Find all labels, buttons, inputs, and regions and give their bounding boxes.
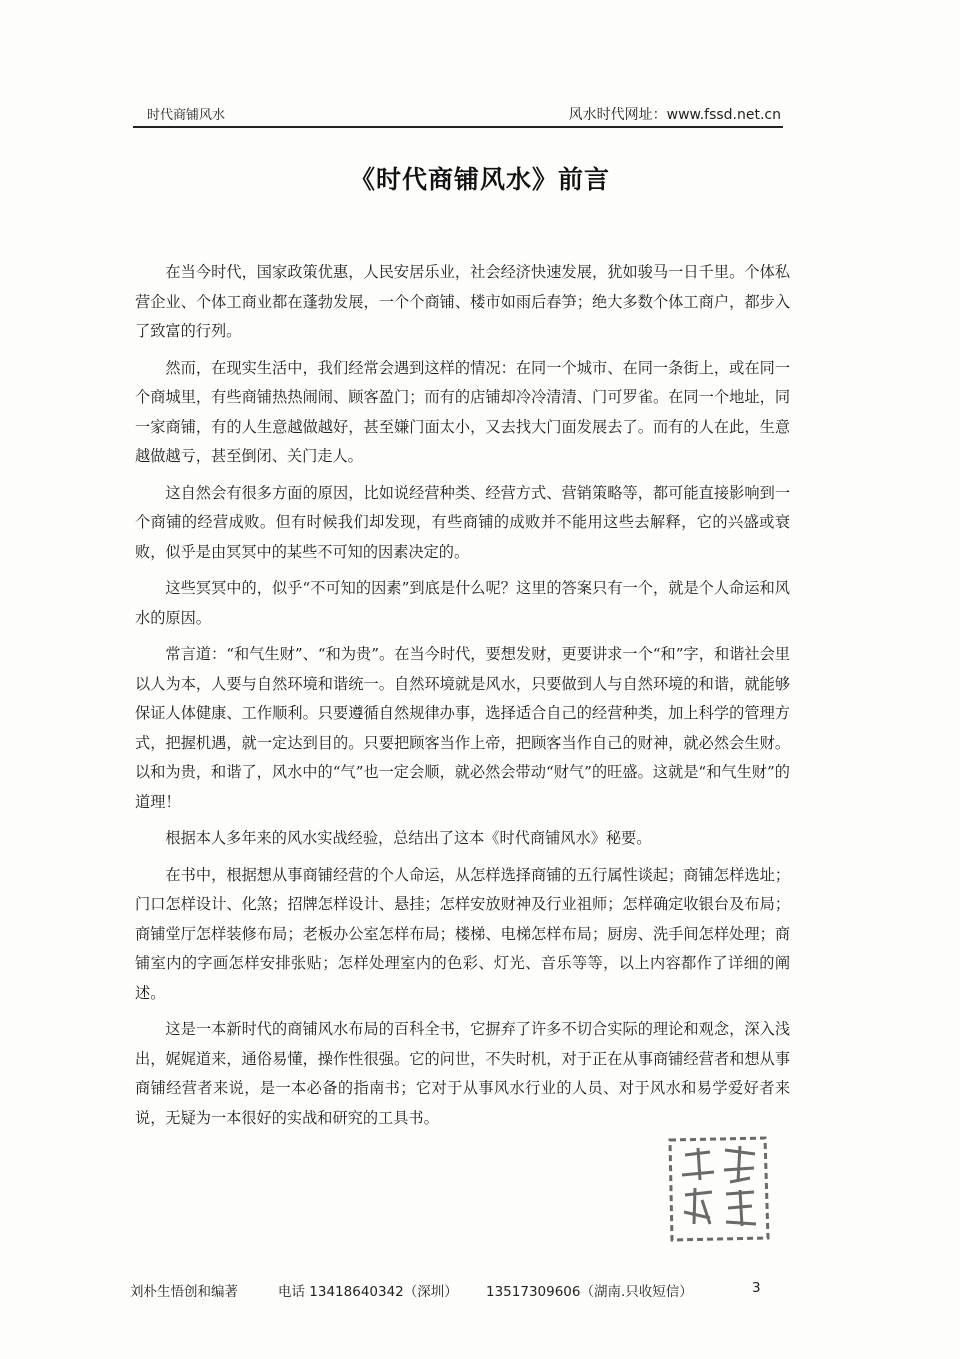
header-website: 风水时代网址：www.fssd.net.cn	[568, 107, 781, 123]
footer-phone-shenzhen: 电话 13418640342（深圳）	[278, 1284, 458, 1300]
paragraph: 这些冥冥中的，似乎“不可知的因素”到底是什么呢？这里的答案只有一个，就是个人命运和风水的原因。	[135, 579, 790, 627]
running-header	[133, 100, 783, 128]
paragraph: 这自然会有很多方面的原因，比如说经营种类、经营方式、营销策略等，都可能直接影响到一个商铺的经营成败。但有时候我们却发现，有些商铺的成败并不能用这些去解释，它的兴盛或衰败，似乎是由冥冥中的某些不可知的因素决定的。	[135, 483, 790, 561]
paragraph: 在书中，根据想从事商铺经营的个人命运，从怎样选择商铺的五行属性谈起；商铺怎样选址；门口怎样设计、化煞；招牌怎样设计、悬挂；怎样安放财神及行业祖师；怎样确定收银台及布局；商铺堂厅怎样装修布局；老板办公室怎样布局；楼梯、电梯怎样布局；厨房、洗手间怎样处理；商铺室内的字画怎样安排张贴；怎样处理室内的色彩、灯光、音乐等等，以上内容都作了详细的阐述。	[135, 865, 790, 1002]
footer-phone-hunan: 13517309606（湖南.只收短信）	[486, 1284, 693, 1300]
preface-body	[135, 258, 790, 1140]
paragraph: 在当今时代，国家政策优惠，人民安居乐业，社会经济快速发展，犹如骏马一日千里。个体私营企业、个体工商业都在蓬勃发展，一个个商铺、楼市如雨后春笋；绝大多数个体工商户，都步入了致富的行列。	[135, 263, 790, 340]
page-title: 《时代商铺风水》前言	[349, 165, 610, 194]
header-book-title: 时代商铺风水	[147, 108, 226, 123]
seal-stamp-icon	[650, 1120, 785, 1255]
page-footer	[130, 1280, 790, 1304]
paragraph: 常言道：“和气生财”、“和为贵”。在当今时代，要想发财，更要讲求一个“和”字，和谐社会里以人为本，人要与自然环境和谐统一。自然环境就是风水，只要做到人与自然环境的和谐，就能够保证人体健康、工作顺利。只要遵循自然规律办事，选择适合自己的经营种类，加上科学的管理方式，把握机遇，就一定达到目的。只要把顾客当作上帝，把顾客当作自己的财神，就必然会生财。以和为贵，和谐了，风水中的“气”也一定会顺，就必然会带动“财气”的旺盛。这就是“和气生财”的道理！	[135, 645, 790, 811]
paragraph: 然而，在现实生活中，我们经常会遇到这样的情况：在同一个城市、在同一条街上，或在同一个商城里，有些商铺热热闹闹、顾客盈门；而有的店铺却冷冷清清、门可罗雀。在同一个地址，同一家商铺，有的人生意越做越好，甚至嫌门面太小，又去找大门面发展去了。而有的人在此，生意越做越亏，甚至倒闭、关门走人。	[135, 358, 790, 465]
paragraph: 根据本人多年来的风水实战经验，总结出了这本《时代商铺风水》秘要。	[165, 829, 652, 847]
footer-author: 刘朴生悟创和编著	[130, 1284, 238, 1300]
page-number: 3	[752, 1280, 761, 1296]
paragraph: 这是一本新时代的商铺风水布局的百科全书，它摒弃了许多不切合实际的理论和观念，深入浅出，娓娓道来，通俗易懂，操作性很强。它的问世，不失时机，对于正在从事商铺经营者和想从事商铺经营者来说，是一本必备的指南书；它对于从事风水行业的人员、对于风水和易学爱好者来说，无疑为一本很好的实战和研究的工具书。	[135, 1020, 790, 1127]
